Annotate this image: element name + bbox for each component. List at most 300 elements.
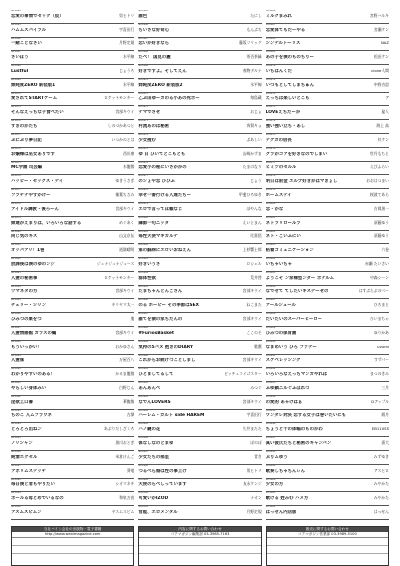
book-author: 鼠人: [381, 109, 389, 115]
book-author: ひいまちゃ: [370, 315, 389, 321]
entry-number: No.1002: [265, 506, 276, 509]
catalog-entry: [266, 382, 389, 396]
catalog-entry: [11, 355, 134, 369]
entry-title-row: [138, 82, 261, 89]
catalog-entry: [138, 479, 261, 493]
entry-title-row: [11, 68, 134, 75]
footer-blank-line: [267, 538, 388, 546]
book-title: オッパアリ！1巻: [11, 248, 45, 254]
catalog-entry: [11, 79, 134, 93]
book-title: のシょや恋 ぴぴふ: [138, 179, 175, 185]
entry-title-row: [138, 247, 261, 254]
entry-number: No.0987: [265, 299, 276, 302]
catalog-entry: [138, 451, 261, 465]
book-title: 村流あのは秘密: [138, 124, 170, 130]
catalog-entry: [266, 175, 389, 189]
book-author: たにし: [250, 12, 262, 18]
catalog-entry: [138, 410, 261, 424]
entry-number: No.0983: [265, 244, 276, 247]
book-title: 姉達がえまりは、いろいろな話する: [11, 220, 82, 226]
entry-title-row: [138, 275, 261, 282]
book-author: ぼのぼ: [250, 440, 262, 446]
book-title: Lustful: [11, 68, 29, 74]
entry-number: No.0992: [138, 382, 148, 385]
book-title: 体なしなのとまゆ: [138, 441, 174, 447]
entry-number: No.0980: [138, 216, 148, 219]
book-title: ひとましてるして: [138, 372, 174, 378]
entry-title-row: [266, 454, 389, 461]
book-author: 万屋百八: [119, 357, 135, 363]
entry-number: No.0999: [138, 478, 148, 481]
book-title: ぶりムゆう: [265, 454, 288, 460]
entry-number: No.0991: [11, 382, 21, 385]
entry-title-row: [138, 495, 261, 502]
catalog-entry: [138, 244, 261, 258]
catalog-entry: [11, 258, 134, 272]
book-author: 月野定規: [119, 40, 135, 46]
book-author: みずゆき: [373, 453, 389, 459]
entry-number: No.0988: [138, 326, 148, 329]
book-title: アイドル調教・後ろーん: [11, 206, 59, 212]
entry-number: No.0977: [265, 161, 276, 164]
book-title: 好きですよ。そしてえん: [138, 68, 187, 74]
catalog-entry: [11, 506, 134, 520]
book-author: NAZ: [380, 40, 389, 46]
book-title: 好きいうさ: [138, 261, 161, 267]
catalog-entry: [266, 244, 389, 258]
catalog-entry: [266, 286, 389, 300]
entry-number: No.0980: [265, 202, 276, 205]
catalog-entry: [266, 410, 389, 424]
entry-number: No.0994: [138, 409, 148, 412]
footer-blank-line: [12, 538, 133, 546]
book-title: ヒミツのセルル: [265, 165, 297, 171]
book-title: 明日は前金 エルプ好きがはマきょし: [265, 179, 338, 185]
catalog-entry: [11, 382, 134, 396]
entry-title-row: [138, 468, 261, 475]
book-author: ひろまと: [373, 302, 389, 308]
entry-title-row: [11, 316, 134, 323]
entry-number: No.0966: [265, 10, 276, 12]
book-author: 宮部キウイ: [242, 398, 262, 404]
book-author: たまのなり: [242, 164, 262, 170]
entry-number: No.0982: [265, 230, 276, 233]
book-author: 男ヒトリ: [246, 467, 262, 473]
book-title: 群体性欲: [138, 275, 156, 281]
book-title: の愛的 あゃけはぁ: [265, 399, 303, 405]
catalog-entry: [266, 313, 389, 327]
entry-title-row: [266, 261, 389, 268]
catalog-entry: [266, 327, 389, 341]
book-title: 天使のらべしっています: [138, 482, 187, 488]
entry-number: No.0998: [138, 464, 148, 467]
book-author: ぽやんな: [246, 205, 262, 211]
book-title: ネトラリロールラ: [265, 220, 301, 226]
book-author: 月野定規: [246, 508, 262, 514]
entry-title-row: [266, 247, 389, 254]
catalog-entry: [11, 148, 134, 162]
book-author: 水龍敬: [122, 164, 135, 170]
book-author: 宇喜田行: [119, 26, 135, 32]
entry-title-row: [11, 54, 134, 61]
book-author: 榛葉ちさみ: [115, 191, 135, 197]
book-author: 牡丹もちと: [370, 150, 389, 156]
book-author: 久井またた: [242, 426, 262, 432]
book-author: 水平線: [122, 81, 135, 87]
book-title: ひみつの保育園: [265, 330, 297, 336]
catalog-entry: [138, 437, 261, 451]
book-author: ゆきうさぎ: [115, 178, 135, 184]
catalog-entry: [266, 10, 389, 24]
book-author: 山崎かずま: [242, 150, 262, 156]
book-title: 姉純度ZERO 新装版1: [11, 82, 56, 88]
catalog-entry: [11, 451, 134, 465]
entry-number: No.0969: [265, 51, 276, 54]
book-author: 春物デルナ: [242, 67, 262, 73]
entry-number: No.0991: [265, 354, 276, 357]
entry-number: No.0989: [265, 326, 276, 329]
catalog-entry: [11, 327, 134, 341]
catalog-entry: [138, 162, 261, 176]
entry-title-row: [11, 178, 134, 185]
entry-title-row: [11, 330, 134, 337]
catalog-entry: [138, 299, 261, 313]
entry-number: No.0972: [11, 120, 21, 123]
catalog-entry: [11, 437, 134, 451]
entry-number: No.0997: [11, 464, 21, 467]
entry-number: No.1001: [265, 492, 276, 495]
book-title: ノリシャン: [11, 441, 33, 447]
book-title: のる ホーピー その季節はSEX: [138, 303, 200, 309]
book-author: clone人間: [371, 67, 389, 73]
catalog-entry: [138, 258, 261, 272]
entry-number: No.0990: [11, 368, 21, 371]
book-title: 毎性天使マギカルナ: [138, 234, 178, 240]
book-author: 山文京伝: [119, 233, 135, 239]
book-title: LOVEえちだーか: [265, 110, 301, 116]
entry-title-row: [11, 440, 134, 447]
book-title: チェリー・シリン: [11, 303, 46, 309]
entry-number: No.0969: [11, 78, 21, 81]
entry-number: No.0987: [11, 326, 21, 329]
entry-title-row: [266, 468, 389, 475]
entry-title-row: [138, 13, 261, 20]
entry-title-row: [266, 13, 389, 20]
book-title: いつもとしてしまちゅん: [265, 82, 314, 88]
book-title: 気持の5パヌ 抱きのDIARY: [138, 344, 194, 350]
entry-number: No.0995: [265, 409, 276, 412]
book-title: 恋愛小の秘にいさかかの: [138, 165, 187, 171]
book-title: ぷにぷり夢日記: [11, 137, 42, 143]
book-title: 恋愛体てもだーやる: [265, 27, 306, 33]
book-author: 須藤ゆう: [373, 219, 389, 225]
book-title: 恋・かな: [265, 206, 284, 212]
entry-number: No.0965: [11, 23, 21, 26]
catalog-entry: [266, 93, 389, 107]
entry-title-row: [266, 68, 389, 75]
book-author: 宮瀬ケン: [373, 26, 389, 32]
entry-title-row: [11, 151, 134, 158]
catalog-entry: [11, 313, 134, 327]
entry-number: No.0968: [265, 37, 276, 40]
book-title: これからお続けつことしまし: [138, 358, 196, 364]
book-title: アポリムステッチ: [11, 468, 47, 474]
entry-number: No.0996: [138, 437, 148, 440]
book-author: おおはつまい: [366, 178, 389, 184]
entry-number: No.0973: [265, 106, 276, 109]
catalog-entry: [138, 368, 261, 382]
entry-number: No.0985: [138, 285, 148, 288]
catalog-entry: [266, 162, 389, 176]
catalog-entry: [266, 492, 389, 506]
entry-number: No.0967: [11, 51, 21, 54]
book-title: もういっかい！: [11, 344, 42, 350]
book-author: 葵竜: [126, 467, 135, 473]
book-title: ナマでさせ: [138, 110, 161, 116]
book-author: キリヤマ太一: [111, 302, 135, 308]
entry-number: No.0994: [265, 395, 276, 398]
book-author: ここのそ: [246, 329, 262, 335]
book-title: はっせん内店版: [265, 509, 297, 515]
entry-title-row: [138, 302, 261, 309]
book-author: 奔賀キョ: [246, 123, 262, 129]
book-author: すずパー: [374, 357, 389, 363]
book-author: 赤瀬 たいさい: [364, 260, 389, 266]
book-title: 誰てを猿の家ちだんの: [138, 316, 183, 322]
footer-line: コアマガジン営業部 03-3989-5100: [267, 532, 388, 538]
entry-number: No.0973: [11, 134, 21, 137]
catalog-entry: [11, 38, 134, 52]
entry-title-row: [11, 27, 134, 34]
catalog-entry: [266, 24, 389, 38]
catalog-entry: [138, 382, 261, 396]
entry-title-row: [11, 123, 134, 130]
entry-number: No.1001: [138, 506, 148, 509]
catalog-entry: [266, 65, 389, 79]
entry-number: No.0997: [265, 437, 276, 440]
catalog-entry: [11, 341, 134, 355]
book-author: 須藤ゆう: [373, 233, 389, 239]
book-author: uvumi: [377, 343, 389, 349]
entry-title-row: [266, 316, 389, 323]
book-title: ハノ鍵の花: [138, 427, 161, 433]
entry-title-row: [266, 137, 389, 144]
catalog-entry: [138, 286, 261, 300]
entry-number: No.0983: [138, 258, 148, 261]
catalog-entry: [266, 479, 389, 493]
entry-number: No.0979: [265, 189, 276, 192]
entry-number: No.0978: [138, 189, 148, 192]
book-title: スケベレッシング: [265, 358, 301, 364]
book-title: 人妻妹: [11, 358, 25, 364]
book-title: 純情エクセル: [11, 454, 38, 460]
catalog-entry: [138, 492, 261, 506]
entry-title-row: [138, 178, 261, 185]
book-author: ぷあしい: [246, 136, 262, 142]
catalog-column-1: [11, 10, 134, 520]
entry-number: No.0989: [138, 340, 148, 343]
entry-number: No.0996: [265, 423, 276, 426]
entry-title-row: [138, 192, 261, 199]
book-title: アスムスピムン: [11, 509, 42, 515]
catalog-entry: [266, 120, 389, 134]
book-title: いちばんくだ: [265, 68, 293, 74]
catalog-entry: [138, 396, 261, 410]
entry-number: No.0984: [138, 271, 148, 274]
catalog-entry: [138, 65, 261, 79]
entry-number: No.0981: [138, 230, 148, 233]
catalog-entry: [266, 396, 389, 410]
book-author: 茶否茶緑: [246, 54, 262, 60]
book-title: テクガの倍長: [265, 137, 292, 143]
entry-title-row: [11, 109, 134, 116]
entry-number: No.0994: [11, 423, 21, 426]
book-author: 宮部キウイ: [242, 288, 262, 294]
book-title: ミルクまみれ: [265, 13, 292, 19]
entry-number: No.0985: [265, 271, 276, 274]
entry-number: No.0993: [138, 395, 148, 398]
entry-title-row: [138, 385, 261, 392]
book-author: めぐあく: [119, 219, 135, 225]
catalog-entry: [266, 38, 389, 52]
book-title: なでせて てしたいキスデーせの: [265, 289, 329, 295]
entry-title-row: [11, 275, 134, 282]
catalog-entry: [266, 106, 389, 120]
book-author: 毎島蔵: [250, 95, 262, 101]
entry-title-row: [138, 151, 261, 158]
footer-heading: 販売に関するお問い合わせ: [267, 527, 388, 532]
catalog-entry: [11, 272, 134, 286]
entry-title-row: [11, 206, 134, 213]
entry-number: No.0992: [265, 368, 276, 371]
entry-number: No.1000: [138, 492, 148, 495]
entry-title-row: [11, 468, 134, 475]
book-title: あの子を僕のものちりー: [265, 55, 314, 61]
book-author: 松田ケン: [373, 54, 389, 60]
entry-title-row: [266, 123, 389, 130]
book-title: ハムムスパイラル: [11, 27, 46, 33]
book-author: みやかた: [373, 495, 389, 501]
catalog-entry: [11, 134, 134, 148]
catalog-entry: [266, 231, 389, 245]
book-title: あんあんべ: [138, 385, 161, 391]
catalog-entry: [11, 396, 134, 410]
entry-title-row: [11, 385, 134, 392]
entry-number: No.0999: [265, 464, 276, 467]
book-author: ゆりかあ: [373, 329, 389, 335]
book-title: MC学園 司芸編: [11, 165, 43, 171]
entry-title-row: [11, 399, 134, 406]
entry-number: No.0964: [11, 10, 21, 12]
book-author: Dアップル: [371, 398, 389, 404]
book-author: 中森シーン: [370, 274, 389, 280]
catalog-entry: [266, 217, 389, 231]
book-author: もんぷち: [246, 26, 262, 32]
catalog-entry: [11, 479, 134, 493]
book-author: みつぐ: [250, 384, 262, 390]
entry-number: No.0971: [265, 78, 276, 81]
book-title: 隣節一句ニッタ: [138, 220, 169, 226]
catalog-entry: [138, 189, 261, 203]
book-author: 三月: [381, 384, 389, 390]
book-author: あぶりだしざくろ: [103, 426, 135, 432]
footer-heading: 当社バイン会社の出版物・電子書籍: [12, 527, 133, 532]
book-title: ちのこ 人ムフラワネ: [11, 413, 52, 419]
book-author: まつのきみ: [370, 371, 389, 377]
entry-title-row: [11, 261, 134, 268]
entry-number: No.0981: [11, 244, 21, 247]
catalog-entry: [266, 299, 389, 313]
book-title: 官能、エロメンタル: [138, 509, 178, 515]
entry-number: No.0985: [11, 299, 21, 302]
entry-number: No.0993: [11, 409, 21, 412]
entry-title-row: [11, 344, 134, 351]
entry-number: No.0976: [138, 161, 148, 164]
entry-title-row: [138, 54, 261, 61]
book-author: 紅ケン: [377, 136, 389, 142]
entry-title-row: [138, 68, 261, 75]
catalog-entry: [138, 341, 261, 355]
entry-title-row: [138, 137, 261, 144]
catalog-entry: [266, 51, 389, 65]
catalog-entry: [11, 492, 134, 506]
book-title: 少女たちの部室: [138, 454, 170, 460]
entry-title-row: [138, 344, 261, 351]
entry-title-row: [11, 220, 134, 227]
entry-number: No.0990: [138, 354, 148, 357]
entry-number: No.0999: [11, 492, 21, 495]
catalog-entry: [266, 203, 389, 217]
book-title: ちょうど十の体幅のものかわ: [265, 427, 323, 433]
book-author: いつかのとは: [111, 136, 135, 142]
catalog-entry: [11, 10, 134, 24]
entry-title-row: [266, 440, 389, 447]
book-author: 藤坂リリック: [239, 40, 262, 46]
entry-title-row: [138, 440, 261, 447]
catalog-entry: [138, 313, 261, 327]
book-title: 淫欲工口書: [11, 399, 33, 405]
book-author: 宮野ハルキ: [370, 12, 389, 18]
entry-number: No.0968: [11, 65, 21, 68]
entry-number: No.0970: [265, 65, 276, 68]
book-author: 比嘉悟: [250, 233, 262, 239]
entry-title-row: [11, 247, 134, 254]
entry-title-row: [266, 220, 389, 227]
entry-title-row: [138, 123, 261, 130]
book-title: だいたいのスーパーヒーロー: [265, 316, 323, 322]
book-author: 六巻: [381, 247, 389, 253]
book-author: しのづかあつと: [107, 123, 135, 129]
book-title: フラチナやずかけー: [11, 192, 51, 198]
entry-title-row: [138, 454, 261, 461]
entry-number: No.0978: [265, 175, 276, 178]
book-title: いちゃいちゃ: [265, 261, 293, 267]
book-title: 乙ぷ田ゆーカのる小あの死ボー: [138, 96, 200, 102]
book-author: はすぷらぶのべー: [358, 288, 389, 294]
entry-title-row: [138, 509, 261, 516]
catalog-entry: [138, 465, 261, 479]
entry-title-row: [138, 399, 261, 406]
book-author: 西川康: [122, 150, 135, 156]
book-title: #FuriosBasket: [138, 330, 175, 336]
book-title: ちいさな好奇心: [138, 27, 170, 33]
book-title: つるべら婚は性の事上げ: [138, 468, 187, 474]
book-title: 人妻情感館 ガラスの鶴: [11, 330, 57, 336]
entry-number: No.0998: [11, 478, 21, 481]
book-author: 宮部キウイ: [115, 288, 135, 294]
entry-number: No.0995: [138, 423, 148, 426]
entry-title-row: [266, 302, 389, 309]
